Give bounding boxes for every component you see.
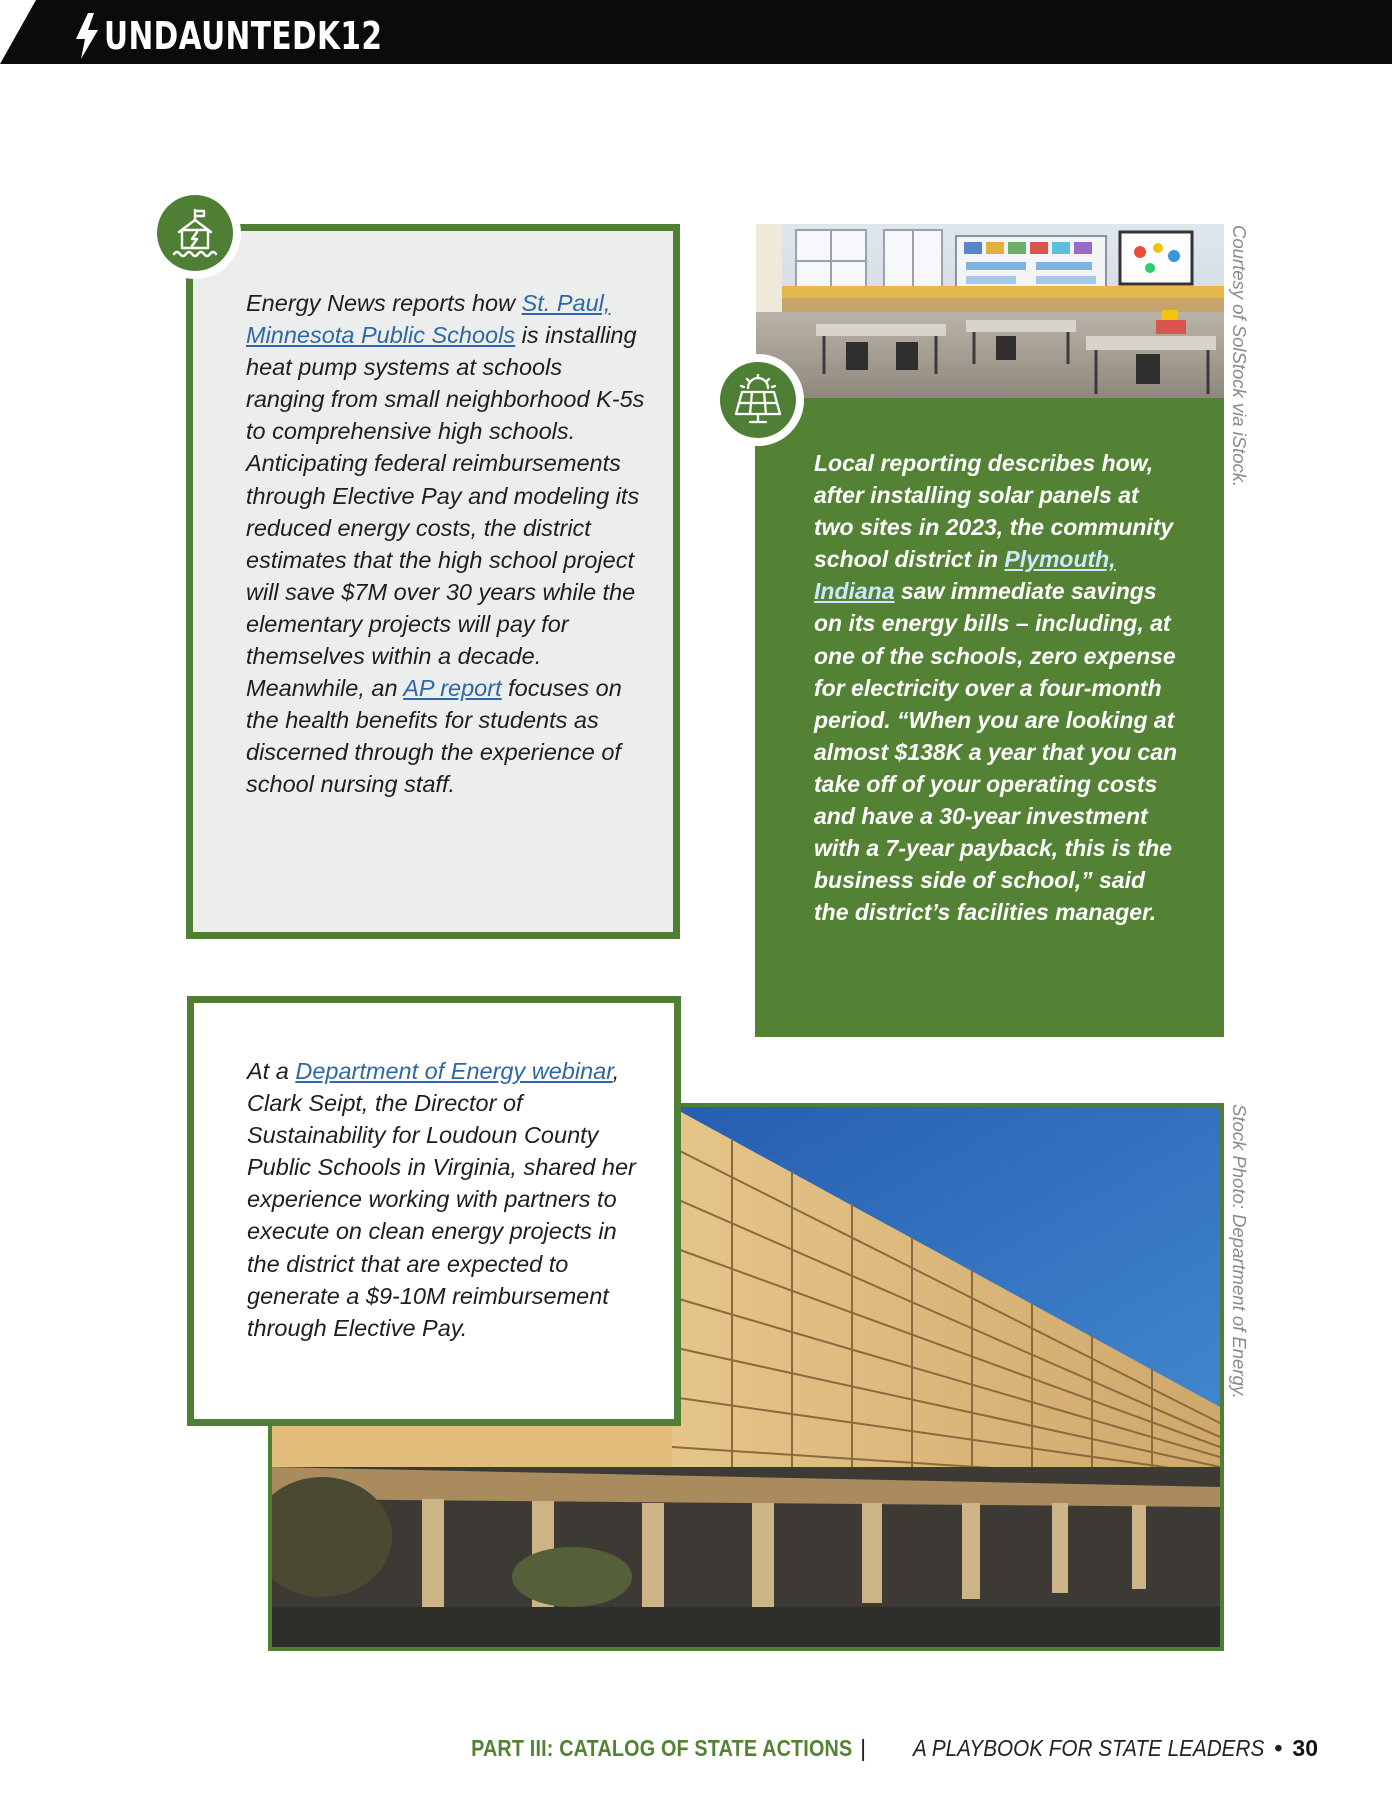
footer-publication-title: A PLAYBOOK FOR STATE LEADERS	[913, 1735, 1265, 1761]
footer-separator: |	[860, 1735, 867, 1761]
text-segment: , Clark Seipt, the Director of Sustainability for Loudoun County Public Schools in Virginia, shared her experience working with partners to execute on clean energy projects in the district that are expected to generate a $9-10M reimbursement through Elective Pay.	[247, 1058, 636, 1341]
text-segment: Energy News reports how	[246, 290, 522, 316]
brand-logo[interactable]	[72, 12, 461, 60]
lightning-bolt-icon	[72, 13, 102, 59]
solar-panel-icon	[732, 374, 784, 426]
classroom-illustration	[756, 224, 1224, 400]
plymouth-indiana-link[interactable]: Plymouth, Indiana	[814, 546, 1116, 605]
brand-name: UNDAUNTEDK12	[104, 14, 383, 58]
page-footer	[409, 1735, 1318, 1762]
building-photo-credit: Stock Photo: Department of Energy.	[1229, 1104, 1250, 1399]
stpaul-schools-link[interactable]: St. Paul, Minnesota Public Schools	[246, 290, 611, 349]
text-segment: focuses on the health benefits for students as discerned through the experience of school nursing staff.	[246, 675, 622, 798]
doe-webinar-link[interactable]: Department of Energy webinar	[295, 1058, 613, 1084]
stpaul-story-box	[186, 224, 680, 939]
badge-circle	[720, 362, 796, 438]
ap-report-link[interactable]: AP report	[403, 675, 502, 702]
page-number: 30	[1292, 1735, 1318, 1761]
solar-badge	[712, 354, 804, 446]
school-badge	[149, 187, 241, 279]
plymouth-story-text	[814, 447, 1184, 928]
stpaul-story-text	[246, 287, 646, 801]
footer-bullet: •	[1274, 1735, 1283, 1761]
loudoun-story-text	[247, 1055, 647, 1344]
text-segment: Local reporting describes how, after installing solar panels at two sites in 2023, the community school district in	[814, 450, 1174, 573]
text-segment: saw immediate savings on its energy bills – including, at one of the schools, zero expense for electricity over a four-month period. “When you are looking at almost $138K a year that you can take off of your operating costs and have a 30-year investment with a 7-year payback, this is the business side of school,” said the district’s facilities manager.	[814, 578, 1178, 926]
classroom-photo	[756, 224, 1224, 400]
header-notch	[0, 0, 36, 64]
loudoun-story-box	[187, 996, 681, 1426]
classroom-photo-credit: Courtesy of SolStock via iStock.	[1229, 225, 1250, 488]
plymouth-story-box	[755, 398, 1224, 1037]
text-segment: is installing heat pump systems at schools ranging from small neighborhood K-5s to comprehensive high schools. Anticipating federal reimbursements through Elective Pay and modeling its reduced energy costs, the district estimates that the high school project will save $7M over 30 years while the elementary projects will pay for themselves within a decade. Meanwhile, an	[246, 322, 645, 702]
footer-section-label: PART III: CATALOG OF STATE ACTIONS	[470, 1735, 853, 1761]
school-building-icon	[170, 208, 220, 258]
text-segment: At a	[247, 1058, 296, 1084]
badge-circle	[157, 195, 233, 271]
